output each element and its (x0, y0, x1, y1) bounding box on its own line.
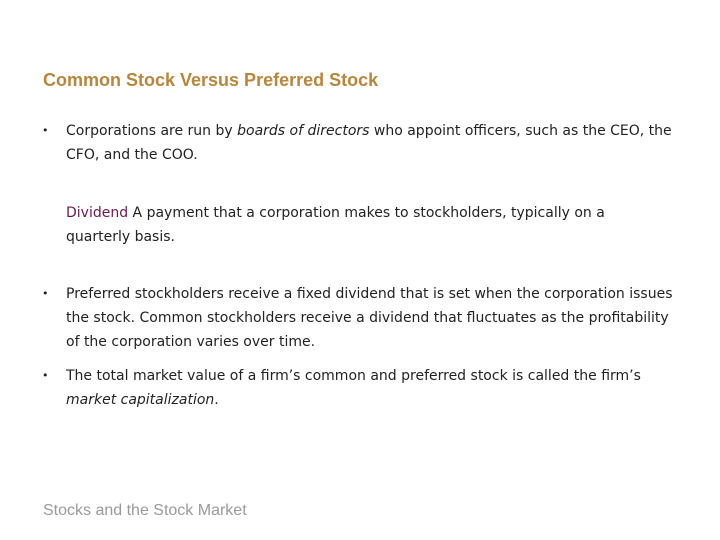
slide-title: Common Stock Versus Preferred Stock (43, 70, 379, 90)
bullet-text (66, 119, 682, 167)
bullet-marker: • (42, 369, 49, 382)
slide-footer: Stocks and the Stock Market (43, 502, 247, 519)
definition-box (66, 201, 666, 249)
bullet-text-part: . (214, 392, 219, 408)
bullet-text-part: Preferred stockholders receive a fixed dividend that is set when the corporation issues the stock. Common stockholders receive a dividend that fluctuates as the profitability of the corporation varies over time. (66, 286, 673, 350)
definition-text: A payment that a corporation makes to stockholders, typically on a quarterly basis. (66, 205, 605, 245)
bullet-text-part: The total market value of a firm’s common and preferred stock is called the firm’s (66, 368, 641, 384)
bullet-text (66, 364, 682, 412)
bullet-text-part: who appoint officers, such as the CEO, the CFO, and the COO. (66, 123, 672, 163)
bullet-text (66, 282, 682, 354)
bullet-emphasis: market capitalization (66, 392, 215, 408)
bullet-emphasis: boards of directors (237, 123, 370, 139)
definition-term: Dividend (66, 205, 129, 221)
bullet-marker: • (42, 124, 49, 137)
bullet-marker: • (42, 287, 49, 300)
bullet-text-part: Corporations are run by (66, 123, 238, 139)
